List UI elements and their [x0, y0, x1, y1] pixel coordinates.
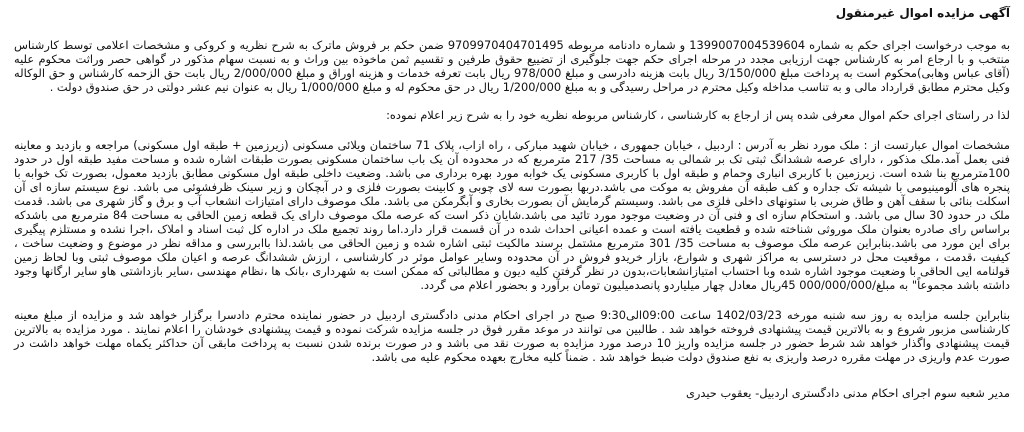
spacer [14, 292, 1010, 308]
expert-referral-paragraph: لذا در راستای اجرای حکم اموال معرفی شده پس از ارجاع به کارشناسی ، کارشناس مربوطه نظریه خود را به شرح زیر اعلام نموده: [386, 108, 1010, 122]
spacer [14, 94, 1010, 108]
auction-terms-paragraph: بنابراین جلسه مزایده به روز سه شنبه مورخه 1402/03/23 ساعت 09:00الی9:30 صبح در اجرای احکام مدنی دادگستری اردبیل در حضور نماینده محترم دادسرا برگزار خواهد شد و مزایده از مبلغ معینه کارشناسی مزبور شروع و به بالاترین قیمت پیشنهادی فروخته خواهد شد . طالبین می توانند در موعد مقرر فوق در جلسه مزایده شرکت نموده و قیمت پیشنهادی خودشان را اعلام نمایند . مورد مزایده به بالاترین قیمت پیشنهادی واگذار خواهد شد شرط حضور در جلسه مزایده واریز 10 درصد مورد مزایده به صورت نقد می باشد و در صورت برنده شدن نسبت به پرداخت مابقی آن حداکثر یکماه مهلت خواهد داشت در صورت عدم واریزی در مهلت مقرره درصد واریزی به نفع صندوق دولت ضبط خواهد شد . ضمناً کلیه مخارج بعهده محکوم علیه می باشد. [14, 308, 1010, 364]
signature-line: مدیر شعبه سوم اجرای احکام مدنی دادگستری اردبیل- یعقوب حیدری [685, 386, 1010, 400]
court-order-paragraph: به موجب درخواست اجرای حکم به شماره 1399007004539604 و شماره دادنامه مربوطه 9709970404701495 ضمن حکم بر فروش ماترک به شرح نظریه و کروکی و مشخصات اعلامی توسط کارشناس منتخب و با ارجاع امر به کارشناس جهت ارزیابی مجدد در مرحله اجرای حکم جهت جلوگیری از تضییع حقوق طرفین و تقسیم ثمن ماخوذه بین وراث و به نسبت سهام مذکور در گواهی حصر وراثت محکوم علیه (آقای عباس وهابی)محکوم است به پرداخت مبلغ 3/150/000 ریال بابت هزینه دادرسی و مبلغ 978/000 ریال بابت تعرفه خدمات و هزینه اوراق و مبلغ 2/000/000 ریال بابت حق الزحمه کارشناس و حق الوکاله وکیل محترم مطابق قرارداد مالی و به تناسب مداخله وکیل محترم در مراحل رسیدگی و به مبلغ 1/200/000 ریال در حق محکوم له و مبلغ 1/000/000 ریال به عنوان نیم عشر دولتی در حق صندوق دولت . [14, 38, 1010, 94]
notice-title: آگهی مزایده اموال غیرمنقول [835, 6, 1010, 20]
property-specs-paragraph: مشخصات اموال عبارتست از : ملک مورد نظر به آدرس : اردبیل ، خیابان جمهوری ، خیابان شهید مبارکی ، راه ازاب، پلاک 71 ساختمان ویلائی مسکونی (زیرزمین + طبقه اول مسکونی) مراجعه و بازدید و معاینه فنی بعمل آمد.ملک مذکور ، دارای عرصه ششدانگ ثبتی تک بر شمالی به مساحت 35/ 217 مترمربع که در محدوده آن یک باب ساختمان مسکونی بصورت طبقات اشاره شده و مساحت مفید طبقه اول در حدود 100مترمربع بنا شده است. زیرزمین با کاربری انباری وحمام و طبقه اول با کاربری مسکونی یک خوابه مورد بهره برداری می باشد. وضعیت داخلی طبقه اول مسکونی مطابق بازدید معمول، بصورت تک خوابه با پنجره های آلومینیومی با شیشه تک جداره و کف طبقه آن مفروش به موکت می باشد.دربها بصورت سه لای چوبی و کابینت بصورت فلزی و در آبچکان و زیر سینک ظرفشوئی می باشد. نوع سیستم سازه ای آن اسکلت بنائی با سقف آهن و طاق ضربی با ستونهای داخلی فلزی می باشد. وسیستم گرمایش آن بصورت بخاری و آبگرمکن می باشد. ملک موصوف دارای امتیازات انشعاب آب و برق و گاز شهری می باشد. قدمت ملک در حدود 30 سال می باشد. و استحکام سازه ای و فنی آن در وضعیت موجود مورد تائید می باشد.شایان ذکر است که عرصه ملک موصوف دارای یک قطعه زمین الحاقی به مساحت 84 مترمربع می باشدکه براساس رای صادره بعنوان ملک موروثی شناخته شده و قطعیت یافته است و عمده اعیانی احداث شده در آن قسمت قرار دارد.اما روند تجمیع ملک در اداره کل ثبت اسناد و املاک ،اجرا نشده و مستلزم پیگیری برای این مورد می باشد.بنابراین عرصه ملک موصوف به مساحت 35/ 301 مترمربع مشتمل برسند مالکیت ثبتی اشاره شده و زمین الحاقی می باشد.لذا باابررسی و مداقه نظر در موضوع و وضعیت ساخت ، کیفیت ،قدمت ، موقعیت محل در دسترسی به مراکز شهری و شوارع، بازار خریدو فروش در آن محدوده وسایر عوامل موثر در کارشناسی ، ارزش ششدانگ عرصه و اعیان ملک موصوف ثبتی وبا لحاظ زمین قولنامه ایی الحاقی با وضعیت موجود اشاره شده وبا احتساب امتیازانشعابات،بدون در نظر گرفتن کلیه دیون و مطالباتی که ممکن است به شهرداری ،بانک ها ،نظام مهندسی ،سایر بازداشتی هاو سایر ارگانها وجود داشته باشد مجموعاً" به مبلغ/000/000/000 45ریال معادل چهار میلیاردو پانصدمیلیون تومان برآورد و بحضور اعلام می گردد. [14, 138, 1010, 292]
spacer [14, 122, 1010, 138]
